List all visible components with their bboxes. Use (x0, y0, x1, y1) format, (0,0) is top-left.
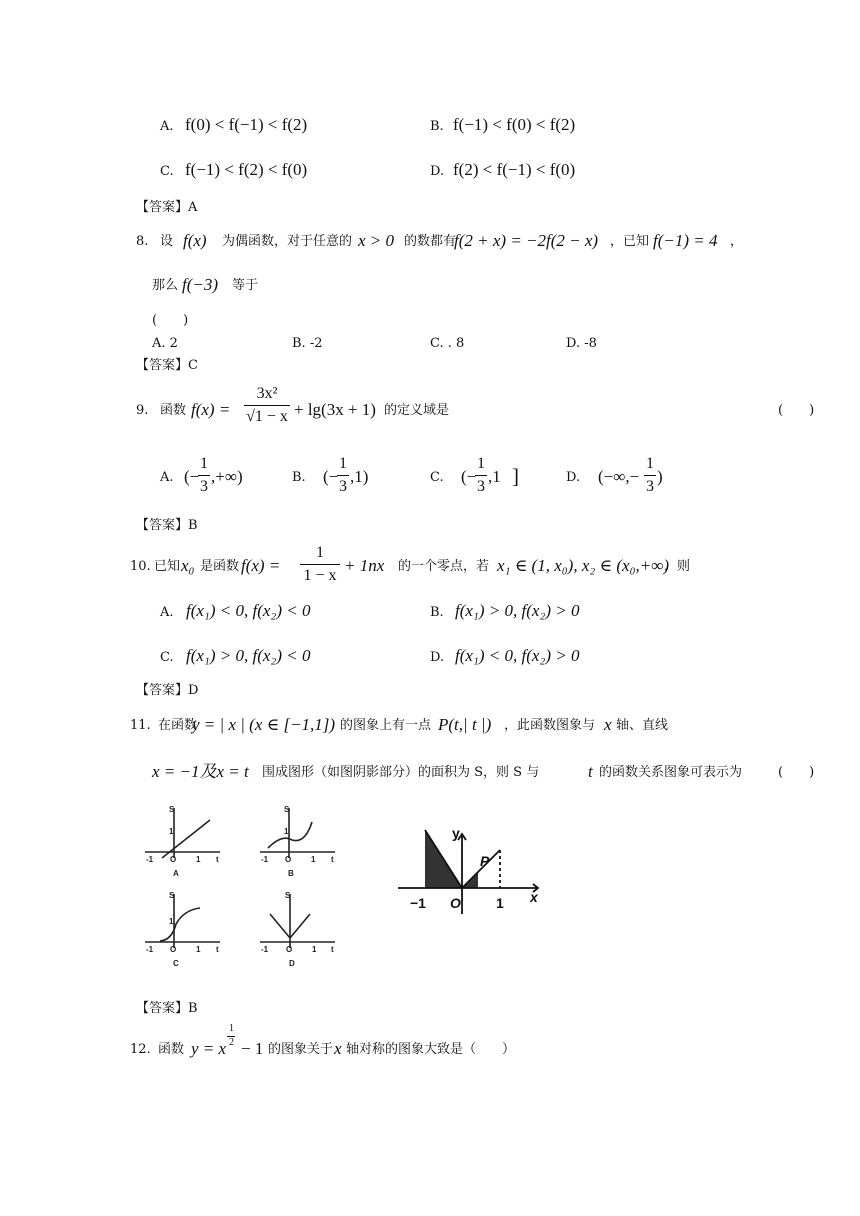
q9-option-b-pre: (− (323, 467, 339, 486)
q9-option-d-fraction: 1 3 (646, 455, 654, 495)
figure-neg-one: −1 (410, 895, 426, 911)
q8-text: ，已知 (610, 234, 650, 249)
q9-option-a-post: ,+∞) (211, 467, 243, 486)
q8-text: 设 (160, 234, 174, 249)
q10-text: 是函数 (200, 559, 240, 574)
graph-c-t: t (216, 945, 219, 954)
q8-paren: ( ) (152, 313, 189, 328)
graph-b-one-x: 1 (311, 855, 316, 864)
q8-expr: f(2 + x) = −2f(2 − x) (454, 231, 599, 250)
graph-a-t: t (216, 855, 219, 864)
q11-line2-text: 的函数关系图象可表示为 (599, 765, 743, 780)
q9-option-d-label: D. (566, 470, 581, 485)
q9-option-a-fraction: 1 3 (200, 455, 208, 495)
q11-expr: P(t,| t |) (438, 715, 492, 734)
q11-text: 轴、直线 (616, 718, 669, 733)
q11-paren: ( ) (778, 765, 815, 780)
q11-answer-graphs (140, 800, 340, 980)
q10-expr-rhs: + 1nx (344, 556, 385, 575)
q11-answer: 【答案】B (136, 1001, 198, 1016)
q12-exponent-den: 2 (229, 1037, 234, 1048)
graph-d-t: t (331, 945, 334, 954)
q9-option-d-pre: (−∞,− (598, 467, 640, 486)
q8-option-b: B. -2 (292, 336, 323, 351)
q9-expr-lhs: f(x) = (191, 400, 231, 419)
graph-d-origin: O (286, 945, 293, 954)
graph-a-one: 1 (169, 827, 174, 836)
q12-expr-rhs: − 1 (241, 1039, 264, 1058)
q10-text: 的一个零点，若 (398, 559, 490, 574)
q8-option-d: D. -8 (566, 336, 597, 351)
q9-option-d-post: ) (657, 467, 663, 486)
q9-fraction (244, 386, 290, 425)
graph-b-s-label: S (284, 805, 290, 814)
q11-text: 在函数 (158, 718, 198, 733)
graph-b-t: t (331, 855, 334, 864)
graph-a-origin: O (170, 855, 177, 864)
q9-expr-rhs: + lg(3x + 1) (294, 400, 376, 419)
figure-x-label: x (530, 889, 538, 905)
q11-line2-expr: x = −1及x = t (152, 762, 249, 781)
q9-number: 9. (136, 403, 149, 418)
q12-expr-lhs: y = x (191, 1039, 227, 1058)
graph-a-label: A (173, 869, 179, 878)
graph-c-neg-one: -1 (146, 945, 154, 954)
q10-option-a-label: A. (160, 605, 174, 620)
q9-option-c-fraction: 1 3 (477, 455, 485, 495)
q7-option-a-label: A. (160, 119, 174, 134)
q10-number: 10. (130, 559, 151, 574)
q8-answer: 【答案】C (136, 358, 198, 373)
figure-origin: O (450, 895, 461, 911)
q9-option-c-bracket: ] (512, 464, 519, 488)
graph-d-label: D (289, 959, 295, 968)
q10-option-c-label: C. (160, 650, 174, 665)
q10-expr: x₀ (181, 556, 195, 575)
graph-b-origin: O (285, 855, 292, 864)
q12-text: 的图象关于 (268, 1042, 334, 1057)
q10-fraction: 1 1 − x (300, 545, 340, 584)
q12-exponent-num: 1 (229, 1023, 234, 1034)
q8-expr: f(−1) = 4 (653, 231, 718, 250)
graph-a-one-x: 1 (196, 855, 201, 864)
q12-expr-x: x (334, 1039, 342, 1058)
graph-c-one: 1 (169, 917, 174, 926)
graph-c-s-label: S (169, 891, 175, 900)
q8-expr: x > 0 (358, 231, 395, 250)
q8-line2-expr: f(−3) (182, 275, 219, 294)
q7-option-b-label: B. (430, 119, 444, 134)
q9-option-b-label: B. (292, 470, 306, 485)
figure-p-label: P (480, 853, 490, 869)
graph-c-label: C (173, 959, 179, 968)
q11-line2-text: 围成图形（如图阴影部分）的面积为 S，则 S 与 (262, 765, 540, 780)
q9-option-c-label: C. (430, 470, 444, 485)
q10-option-b: f(x₁) > 0, f(x₂) > 0 (455, 601, 580, 620)
q10-option-d: f(x₁) < 0, f(x₂) > 0 (455, 646, 580, 665)
q10-text: ，则 (664, 559, 691, 574)
q7-option-a: f(0) < f(−1) < f(2) (185, 115, 308, 134)
q11-text: 的图象上有一点 (340, 718, 432, 733)
q9-option-c-post: ,1 (488, 467, 501, 486)
q7-option-c: f(−1) < f(2) < f(0) (185, 160, 308, 179)
q8-number: 8. (136, 234, 149, 249)
q8-text: ， (730, 234, 744, 249)
q8-text: 的数都有 (404, 234, 457, 249)
q8-option-c: C. . 8 (430, 336, 465, 351)
q11-line2-expr: t (588, 762, 593, 781)
q9-option-b-post: ,1) (350, 467, 369, 486)
graph-a-s-label: S (169, 805, 175, 814)
q7-answer: 【答案】A (136, 200, 198, 215)
q7-option-c-label: C. (160, 164, 174, 179)
graph-d-one-x: 1 (312, 945, 317, 954)
graph-b-label: B (288, 869, 294, 878)
figure-y-label: y (452, 825, 460, 841)
q7-option-d: f(2) < f(−1) < f(0) (453, 160, 576, 179)
graph-c-origin: O (170, 945, 177, 954)
q7-option-b: f(−1) < f(0) < f(2) (453, 115, 576, 134)
q10-expr-lhs: f(x) = (241, 556, 281, 575)
q7-option-d-label: D. (430, 164, 445, 179)
q12-number: 12. (130, 1042, 151, 1057)
q9-text: 的定义域是 (384, 403, 450, 418)
q11-expr: y = | x | (x ∈ [−1,1]) (192, 715, 336, 734)
q8-expr: f(x) (183, 231, 207, 250)
q11-number: 11. (130, 718, 151, 733)
q9-option-a-label: A. (160, 470, 174, 485)
q10-answer: 【答案】D (136, 683, 199, 698)
q9-paren: ( ) (778, 403, 815, 418)
q11-text: ，此函数图象与 (504, 718, 596, 733)
graph-d-s-label: S (285, 891, 291, 900)
q9-fraction-num: 3x² (256, 385, 278, 402)
q9-option-a-pre: (− (184, 467, 200, 486)
q12-text: 轴对称的图象大致是（ ） (346, 1042, 516, 1057)
q8-text: 为偶函数，对于任意的 (222, 234, 353, 249)
q8-line2-text: 等于 (232, 278, 259, 293)
q11-expr: x (604, 715, 612, 734)
q10-text: 已知 (154, 559, 181, 574)
q11-figure (390, 820, 550, 920)
q10-option-a: f(x₁) < 0, f(x₂) < 0 (186, 601, 311, 620)
q9-fraction-den: √1 − x (246, 408, 288, 425)
q10-option-b-label: B. (430, 605, 444, 620)
graph-a-neg-one: -1 (146, 855, 154, 864)
q8-option-a: A. 2 (152, 336, 178, 351)
q10-option-d-label: D. (430, 650, 445, 665)
graph-d-neg-one: -1 (261, 945, 269, 954)
q9-answer: 【答案】B (136, 518, 198, 533)
q9-option-c-pre: (− (461, 467, 477, 486)
q9-option-b-fraction: 1 3 (339, 455, 347, 495)
q8-line2-text: 那么 (152, 278, 179, 293)
q10-expr: x₁ ∈ (1, x₀), x₂ ∈ (x₀,+∞) (497, 556, 669, 575)
q10-option-c: f(x₁) > 0, f(x₂) < 0 (186, 646, 311, 665)
q9-text: 函数 (160, 403, 187, 418)
q12-text: 函数 (158, 1042, 185, 1057)
graph-c-one-x: 1 (196, 945, 201, 954)
figure-one: 1 (496, 895, 504, 911)
graph-b-neg-one: -1 (261, 855, 269, 864)
graph-b-one: 1 (284, 827, 289, 836)
